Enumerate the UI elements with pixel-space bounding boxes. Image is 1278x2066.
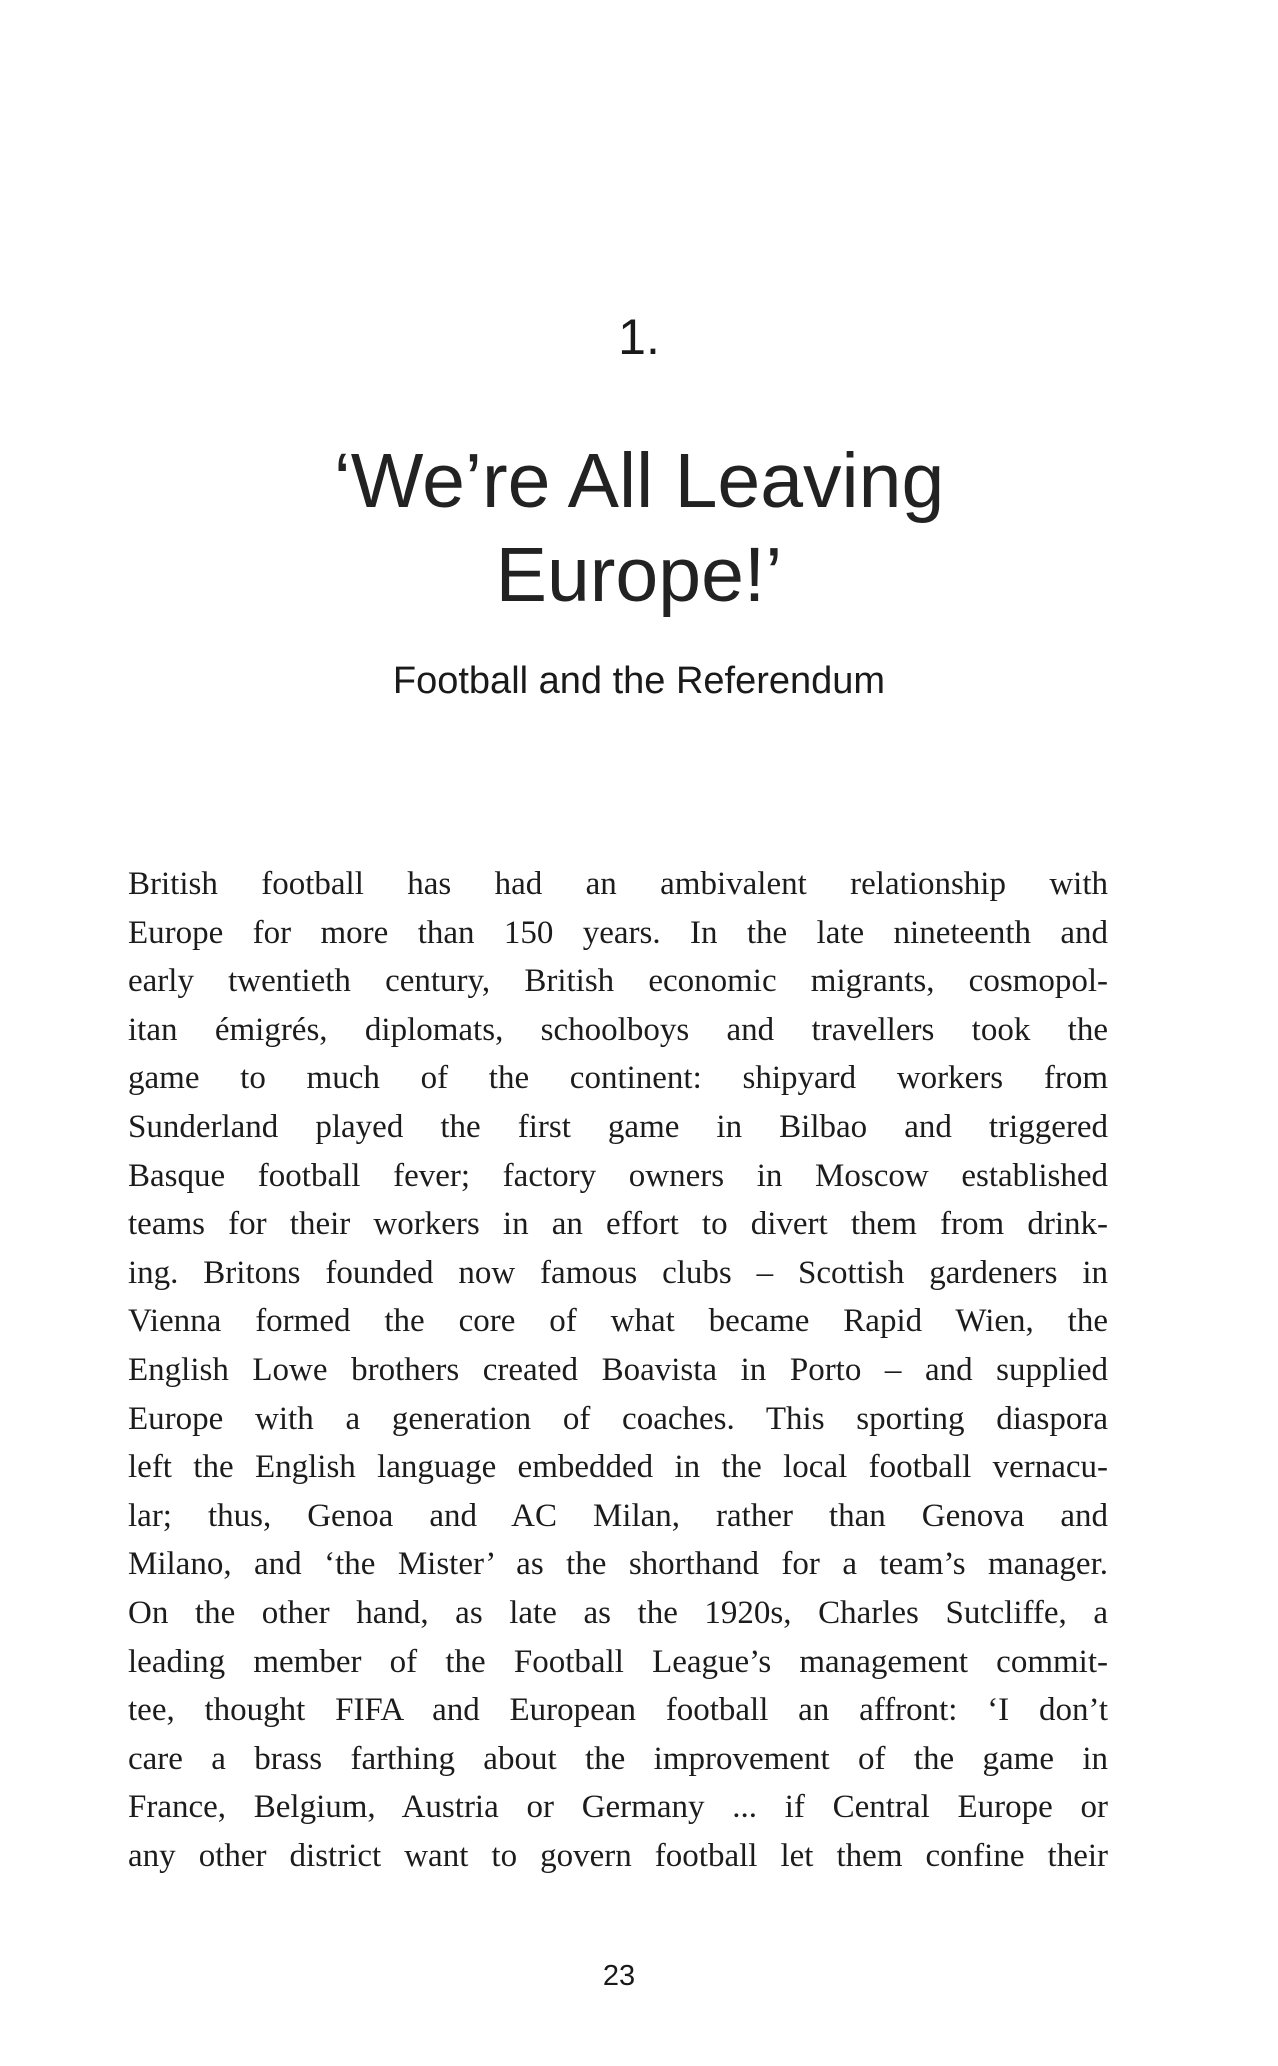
body-line: itan émigrés, diplomats, schoolboys and travellers took the: [128, 1011, 1108, 1048]
page-number: 23: [602, 1960, 636, 1992]
body-line: English Lowe brothers created Boavista in Porto – and supplied: [128, 1351, 1108, 1388]
body-line: care a brass farthing about the improvement of the game in: [128, 1740, 1108, 1777]
chapter-subtitle: Football and the Referendum: [392, 660, 886, 702]
body-line: France, Belgium, Austria or Germany ... if Central Europe or: [128, 1789, 1108, 1826]
body-line: Basque football fever; factory owners in Moscow established: [128, 1157, 1108, 1194]
body-line: On the other hand, as late as the 1920s, Charles Sutcliffe, a: [128, 1594, 1108, 1631]
chapter-title-line-1: ‘We’re All Leaving: [333, 438, 945, 524]
body-line: Milano, and ‘the Mister’ as the shorthand for a team’s manager.: [128, 1546, 1108, 1583]
chapter-title-line-2: Europe!’: [495, 532, 783, 618]
chapter-title: [0, 434, 1278, 622]
body-line: any other district want to govern football let them confine their: [128, 1837, 1108, 1874]
body-line: Vienna formed the core of what became Rapid Wien, the: [128, 1303, 1108, 1340]
body-line: teams for their workers in an effort to divert them from drink-: [128, 1206, 1108, 1243]
body-line: Sunderland played the first game in Bilbao and triggered: [128, 1108, 1108, 1145]
body-line: Europe with a generation of coaches. This sporting diaspora: [128, 1400, 1108, 1437]
body-line: tee, thought FIFA and European football an affront: ‘I don’t: [128, 1692, 1108, 1729]
body-line: left the English language embedded in the local football vernacu-: [128, 1449, 1108, 1486]
body-line: game to much of the continent: shipyard workers from: [128, 1060, 1108, 1097]
body-line: ing. Britons founded now famous clubs – Scottish gardeners in: [128, 1254, 1108, 1291]
body-paragraph: [128, 860, 1108, 1880]
body-line: British football has had an ambivalent relationship with: [128, 866, 1108, 902]
body-line: early twentieth century, British economic migrants, cosmopol-: [128, 963, 1108, 1000]
body-line: leading member of the Football League’s management commit-: [128, 1643, 1108, 1680]
chapter-number: 1.: [618, 309, 660, 365]
body-line: lar; thus, Genoa and AC Milan, rather than Genova and: [128, 1497, 1108, 1534]
body-line: Europe for more than 150 years. In the late nineteenth and: [128, 914, 1108, 951]
